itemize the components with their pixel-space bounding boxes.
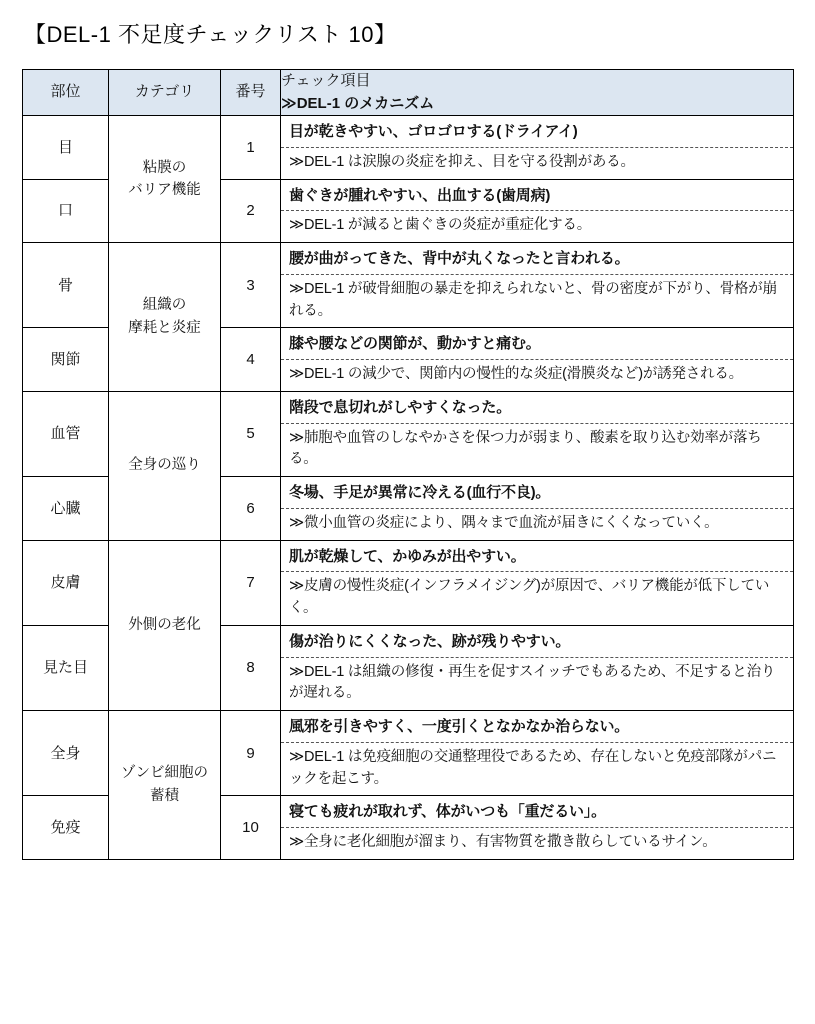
cell-number: 5	[221, 391, 281, 476]
mechanism-text: ≫DEL-1 は免疫細胞の交通整理役であるため、存在しないと免疫部隊がパニックを起こす。	[289, 748, 777, 787]
table-header-row	[23, 70, 794, 116]
mechanism-text: ≫皮膚の慢性炎症(インフラメイジング)が原因で、バリア機能が低下していく。	[289, 578, 770, 616]
column-header-item-line1: チェック項目	[281, 72, 371, 89]
page-title: 【DEL-1 不足度チェックリスト 10】	[24, 22, 397, 47]
item-text: 歯ぐきが腫れやすい、出血する(歯周病)	[281, 180, 793, 212]
cell-number: 10	[221, 796, 281, 860]
category-line1: ゾンビ細胞の	[121, 765, 208, 782]
cell-item	[281, 243, 794, 328]
cell-item	[281, 328, 794, 392]
item-text: 冬場、手足が異常に冷える(血行不良)。	[281, 477, 793, 509]
mechanism-text: ≫微小血管の炎症により、隅々まで血流が届きにくくなっていく。	[289, 514, 719, 531]
mechanism-text: ≫DEL-1 の減少で、関節内の慢性的な炎症(滑膜炎など)が誘発される。	[289, 366, 743, 382]
item-text: 風邪を引きやすく、一度引くとなかなか治らない。	[281, 711, 793, 743]
category-line2: 蓄積	[150, 787, 179, 804]
category-line1: 全身の巡り	[128, 457, 201, 474]
category-line2: バリア機能	[128, 182, 201, 198]
cell-number: 4	[221, 328, 281, 392]
column-header-item-line2: ≫DEL-1 のメカニズム	[281, 94, 435, 112]
category-line1: 外側の老化	[128, 617, 201, 634]
column-header-item	[281, 70, 794, 116]
cell-number: 3	[221, 243, 281, 328]
cell-item	[281, 625, 794, 710]
cell-category	[109, 540, 221, 711]
cell-category	[109, 391, 221, 540]
mechanism-text: ≫肺胞や血管のしなやかさを保つ力が弱まり、酸素を取り込む効率が落ちる。	[289, 429, 762, 468]
category-line2: 摩耗と炎症	[128, 319, 201, 336]
table-row	[23, 243, 794, 328]
cell-part: 血管	[23, 391, 109, 476]
mechanism-text: ≫全身に老化細胞が溜まり、有害物質を撒き散らしているサイン。	[289, 834, 717, 850]
cell-part: 心臓	[23, 477, 109, 541]
cell-part: 口	[23, 179, 109, 243]
mechanism-text: ≫DEL-1 が減ると歯ぐきの炎症が重症化する。	[289, 217, 592, 234]
cell-category	[109, 243, 221, 392]
cell-number: 1	[221, 116, 281, 180]
mechanism-text: ≫DEL-1 は涙腺の炎症を抑え、目を守る役割がある。	[289, 153, 635, 170]
cell-item	[281, 179, 794, 243]
mechanism-text: ≫DEL-1 が破骨細胞の暴走を抑えられないと、骨の密度が下がり、骨格が崩れる。	[289, 280, 777, 319]
item-text: 階段で息切れがしやすくなった。	[281, 392, 793, 424]
table-row	[23, 116, 794, 180]
checklist-table	[22, 69, 794, 860]
item-text: 傷が治りにくくなった、跡が残りやすい。	[281, 626, 793, 658]
item-text: 肌が乾燥して、かゆみが出やすい。	[281, 541, 793, 573]
table-header	[23, 70, 794, 116]
cell-item	[281, 540, 794, 625]
cell-item	[281, 796, 794, 860]
cell-item	[281, 391, 794, 476]
column-header-part: 部位	[23, 70, 109, 116]
cell-number: 6	[221, 477, 281, 541]
cell-part: 免疫	[23, 796, 109, 860]
table-row	[23, 391, 794, 476]
item-text: 腰が曲がってきた、背中が丸くなったと言われる。	[281, 243, 793, 275]
cell-number: 2	[221, 179, 281, 243]
cell-part: 皮膚	[23, 540, 109, 625]
item-text: 目が乾きやすい、ゴロゴロする(ドライアイ)	[281, 116, 793, 148]
cell-part: 関節	[23, 328, 109, 392]
cell-part: 骨	[23, 243, 109, 328]
cell-category	[109, 711, 221, 860]
cell-category	[109, 116, 221, 243]
cell-item	[281, 711, 794, 796]
cell-part: 全身	[23, 711, 109, 796]
table-row	[23, 711, 794, 796]
item-text: 膝や腰などの関節が、動かすと痛む。	[281, 328, 793, 360]
table-body	[23, 116, 794, 860]
column-header-number: 番号	[221, 70, 281, 116]
cell-item	[281, 116, 794, 180]
cell-part: 見た目	[23, 625, 109, 710]
column-header-category: カテゴリ	[109, 70, 221, 116]
cell-number: 7	[221, 540, 281, 625]
category-line1: 粘膜の	[142, 159, 187, 176]
item-text: 寝ても疲れが取れず、体がいつも「重だるい」。	[281, 796, 793, 828]
cell-item	[281, 477, 794, 541]
cell-number: 8	[221, 625, 281, 710]
category-line1: 組織の	[142, 297, 187, 314]
table-row	[23, 540, 794, 625]
cell-part: 目	[23, 116, 109, 180]
mechanism-text: ≫DEL-1 は組織の修復・再生を促すスイッチでもあるため、不足すると治りが遅れる。	[289, 663, 776, 702]
cell-number: 9	[221, 711, 281, 796]
